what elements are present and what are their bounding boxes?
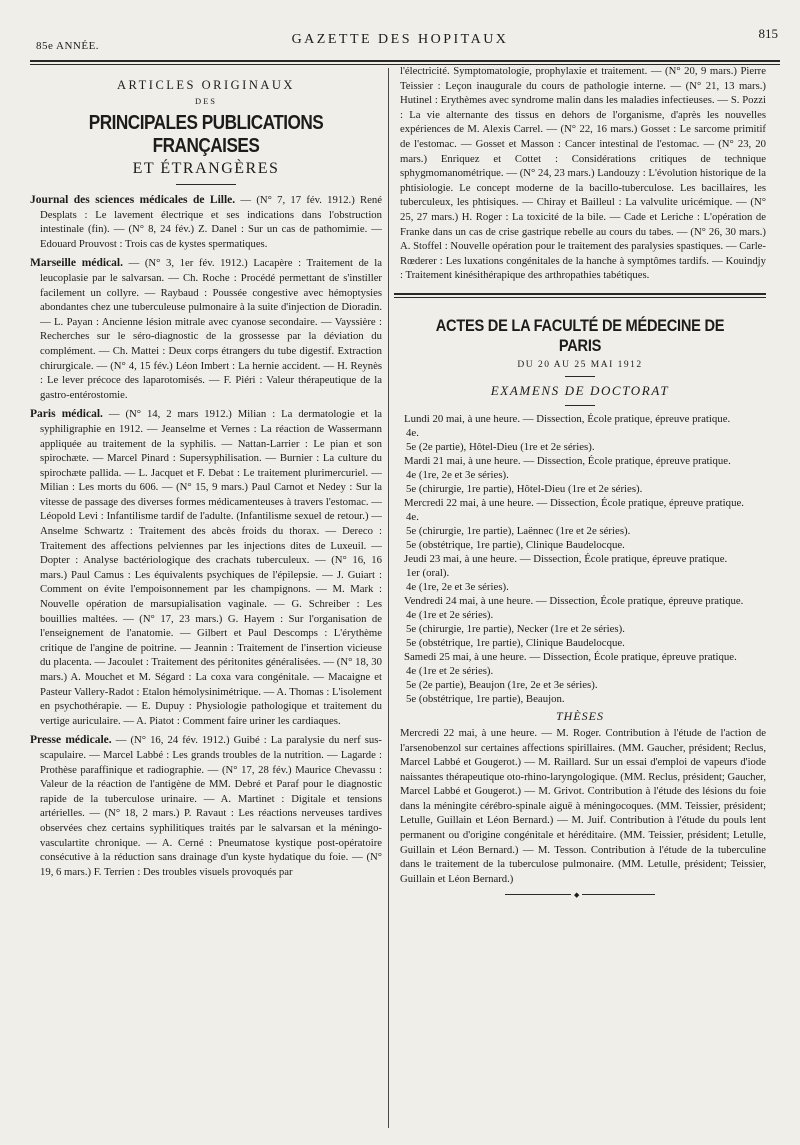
page-header [0,0,800,60]
actes-date: DU 20 AU 25 MAI 1912 [517,359,643,370]
short-divider [565,405,595,406]
journal-body: — (N° 16, 24 fév. 1912.) Guibé : La paralysie du nerf sus-scapulaire. — Marcel Labbé : Les grands troubles de la nutrition. — Lagarde : Prothèse paraffinique et radiographie. — (N° 17, 28 fév.) Maurice Chevassu : Valeur de la réaction de l'antigène de MM. Debré et Paraf pour le diagnostic rapide de la tuberculose urinaire. — A. Martinet : Digitale et tensions artérielles. — (N° 18, 2 mars.) P. Ravaut : Les réactions nerveuses tardives observées chez certains syphilitiques traités par le salvarsan et la méningo-vasculartite chronique. — A. Cerné : Pneumatose kystique post-opératoire consécutive à la réduction sans drainage d'un kyste hydatique du foie. — (N° 19, 6 mars.) F. Terrien : Des troubles visuels provoqués par [40,734,382,878]
section-title-small: ARTICLES ORIGINAUX [117,78,295,92]
column-divider [388,68,389,1128]
exam-session: 5e (obstétrique, 1re partie), Clinique Baudelocque. [406,538,625,551]
theses-text: Mercredi 22 mai, à une heure. — M. Roger. Contribution à l'étude de l'action de l'arsenobenzol sur certaines affections spirillaires. (MM. Gaucher, président; Reclus, Marcel Labbé et Gougerot.) — M. Raillard. Sur un essai d'emploi de vapeurs d'iode naissantes thérapeutique oto-rhino-laryngologique. (MM. Reclus, président; Gaucher, Marcel Labbé et Gougerot.) — M. Grivot. Contribution à l'étude des lésions du foie dans la méningite cérébro-spinale aiguë à méningocoques. (MM. Teissier, président; Letulle, Guillain et Léon Bernard.) — M. Juif. Contribution à l'étude du pouls lent permanent ou d'origine congénitale et héréditaire. (MM. Teissier, président; Letulle, Guillain et Léon Bernard.) — M. Tesson. Contribution à l'étude de la tuberculine dans le traitement de la tuberculose pulmonaire. (MM. Letulle, président; Teissier, Guillain et Léon Bernard.) [400,726,766,885]
section-title-sub: ET ÉTRANGÈRES [132,160,280,177]
section-title-des: DES [194,96,218,106]
actes-heading: ACTES DE LA FACULTÉ DE MÉDECINE DE PARIS [435,315,725,355]
journal-name: Paris médical. [30,408,103,421]
exam-schedule [394,412,766,706]
exam-session: 4e. [406,510,419,523]
journal-entry [30,256,382,402]
header-rule [30,60,780,62]
journal-name: Journal des sciences médicales de Lille. [30,194,236,206]
exam-session: 4e (1re, 2e et 3e séries). [406,468,509,481]
exam-session: 5e (chirurgie, 1re partie), Laënnec (1re et 2e séries). [406,524,631,537]
exam-session: 5e (2e partie), Beaujon (1re, 2e et 3e séries). [406,678,598,691]
right-column [394,64,766,1132]
exam-session: 1er (oral). [406,566,450,579]
exam-day: Lundi 20 mai, à une heure. — Dissection, École pratique, épreuve pratique. [404,412,731,425]
exam-session: 5e (obstétrique, 1re partie), Clinique Baudelocque. [406,636,625,649]
exam-session: 5e (chirurgie, 1re partie), Necker (1re et 2e séries). [406,622,625,635]
exam-session: 5e (2e partie), Hôtel-Dieu (1re et 2e séries). [406,440,595,453]
section-divider [176,184,236,185]
journal-entry [30,193,382,251]
exam-day: Jeudi 23 mai, à une heure. — Dissection, École pratique, épreuve pratique. [404,552,728,565]
journal-name: Presse médicale. [30,734,112,747]
journal-body: — (N° 14, 2 mars 1912.) Milian : La dermatologie et la syphiligraphie en 1912. — Jeanselme et Vernes : La réaction de Wassermann appliquée au traitement de la syphilis. — Nattan-Larrier : Le pian et son spirochæte. — Marcel Pinard : Supersyphilisation. — Burnier : La culture du spirochæte pallida. — L. Jacquet et F. Debat : Le traitement plurimercuriel. — Milian : Les morts du 606. — (N° 15, 9 mars.) Paul Carnot et Nedey : Sur la vitesse de passage des diverses formes médicamenteuses à travers l'estomac. — Léopold Levi : Infantilisme tardif de l'adulte. (Infantilisme sexuel de retour.) — Anselme Schwartz : Traitement des abcès froids du thorax. — Dereco : Traitement des affections pelviennes par les injections dites de Luxeuil. — Dopter : Analyse bactériologique des crachats tuberculeux. — (N° 16, 16 mars.) Paul Camus : Les équivalents psychiques de l'épilepsie. — J. Guiart : Comment on évite l'empoisonnement par les champignons. — M. Mark : Nouvelle opération de marsupialisation vaginale. — G. Schreiber : Les bouillies maltées. — (N° 17, 23 mars.) G. Hayem : Sur l'organisation de l'enseignement de l'anatomie. — Gilbert et Paul Descomps : L'érythème critique de l'angine de poitrine. — Jeannin : Traitement de l'insertion vicieuse du placenta. — Jacoulet : Traitement des péritonites généralisées. — (N° 18, 30 mars.) A. Mouchet et M. Ségard : La coxa vara congénitale. — Macaigne et Pasteur Vallery-Radot : Etalon hémolysinimétrique. — A. Thomas : L'isolement en psychothérapie. — E. Dupuy : Physiologie pathologique et traitement du vertige auriculaire. — A. Piatot : Comment faire uriner les cardiaques. [40,408,382,727]
journal-entry [30,407,382,728]
exam-session: 4e (1re et 2e séries). [406,608,494,621]
short-divider [565,376,595,377]
exam-session: 5e (obstétrique, 1re partie), Beaujon. [406,692,565,705]
theses-title: THÈSES [556,708,604,723]
left-column [30,70,382,1132]
exam-day: Mardi 21 mai, à une heure. — Dissection, École pratique, épreuve pratique. [404,454,731,467]
exam-day: Mercredi 22 mai, à une heure. — Dissection, École pratique, épreuve pratique. [404,496,744,509]
year-label: 85e ANNÉE. [36,40,100,52]
examens-title: EXAMENS DE DOCTORAT [490,382,670,398]
journal-body: — (N° 3, 1er fév. 1912.) Lacapère : Traitement de la leucoplasie par le salvarsan. — Ch. Roche : Procédé permettant de s'instiller facilement un collyre. — Raybaud : Poussée congestive avec hémoptysies abondantes chez une tuberculeuse pulmonaire à la suite d'injection de Dioradin. — L. Payan : Ancienne lésion mitrale avec cyanose secondaire. — Vayssière : Recherches sur le séro-diagnostic de la grossesse par la déviation du complément. — Ch. Mattei : Deux corps étrangers du tube digestif. Extraction chirurgicale. — (N° 4, 15 fév.) Léon Imbert : La hernie accident. — H. Reynès : Le lever précoce des laparotomisés. — F. Piéri : Valeur thérapeutique de la gastro-entérostomie. [40,257,382,401]
section-heading [30,78,382,185]
section-double-rule [394,293,766,298]
exam-session: 4e (1re, 2e et 3e séries). [406,580,509,593]
exam-session: 5e (chirurgie, 1re partie), Hôtel-Dieu (1re et 2e séries). [406,482,643,495]
journal-name: Marseille médical. [30,257,123,270]
section-title-main: PRINCIPALES PUBLICATIONS FRANÇAISES [88,112,324,157]
end-ornament-rule [505,891,655,900]
exam-session: 4e. [406,426,419,439]
page-number: 815 [758,26,778,41]
journal-entry [30,733,382,879]
journal-body: — (N° 7, 17 fév. 1912.) René Desplats : Le lavement électrique et ses indications dans l'obstruction intestinale (fin). — (N° 8, 24 fév.) Z. Danel : Sur un cas de pathomimie. — Edouard Prouvost : Trois cas de kystes spermatiques. [40,194,382,250]
journal-title: GAZETTE DES HOPITAUX [291,32,509,47]
exam-day: Vendredi 24 mai, à une heure. — Dissection, École pratique, épreuve pratique. [404,594,744,607]
continued-entry: l'électricité. Symptomatologie, prophylaxie et traitement. — (N° 20, 9 mars.) Pierre Teissier : Leçon inaugurale du cours de pathologie interne. — (N° 21, 13 mars.) Hutinel : Erythèmes avec syndrome malin dans les maladies infectieuses. — S. Pozzi : La vie alternante des tissus en dehors de l'organisme, d'après les nouvelles expériences de M. Alexis Carrel. — (N° 22, 16 mars.) Gosset : Le sarcome primitif de l'estomac. — Gosset et Masson : Cancer intestinal de l'estomac. — (N° 23, 20 mars.) Enriquez et Cottet : Considérations critiques de technique sphygmomanométrique. — (N° 24, 23 mars.) Landouzy : L'évolution historique de la phtisiologie. Le concept moderne de la bacillo-tuberculose. Les bacillaires, les tuberculeux, les phtisiques. — Chiray et Bailleul : La valvulite uricémique. — (N° 25, 27 mars.) H. Roger : La toxicité de la bile. — Cade et Leriche : L'opération de Franke dans un cas de crise gastrique rebelle au cours du tabes. — (N° 26, 30 mars.) A. Stoffel : Nouvelle opération pour le traitement des paralysies spastiques. — Carle-Rœderer : Les luxations congénitales de la hanche à symptômes tardifs. — Kouindjy : Traitement kinésithérapique des arthropathies tabétiques. [400,65,766,282]
exam-session: 4e (1re et 2e séries). [406,664,494,677]
end-ornament: ◆ [571,891,582,899]
exam-day: Samedi 25 mai, à une heure. — Dissection, École pratique, épreuve pratique. [404,650,737,663]
